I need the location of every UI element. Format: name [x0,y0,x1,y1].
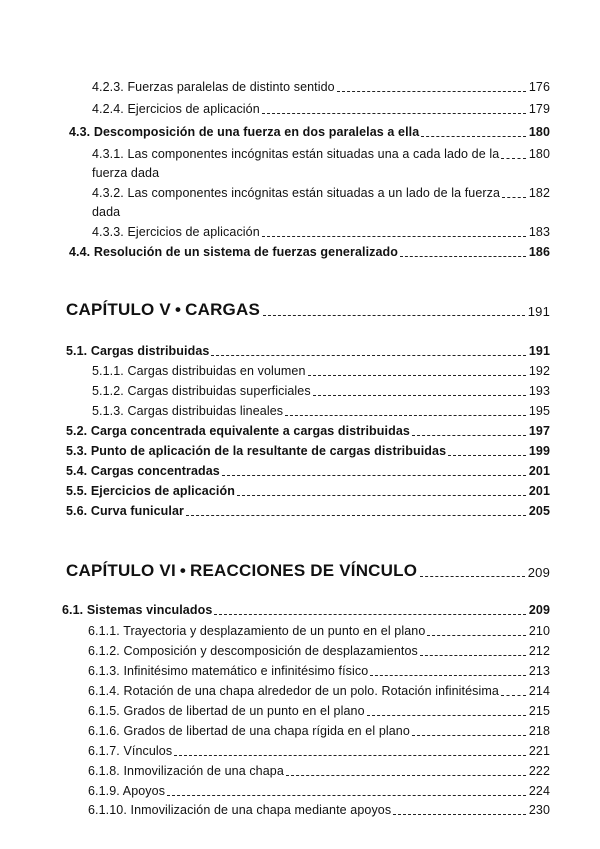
dot-leader [167,795,526,796]
bullet-separator: • [174,300,182,319]
toc-entry-title: 5.2. Carga concentrada equivalente a cargas distribuidas [66,424,410,438]
toc-entry [92,147,550,162]
toc-entry-page: 221 [528,744,550,758]
toc-entry-title: 6.1.10. Inmovilización de una chapa mediante apoyos [88,803,392,817]
toc-entry-page: 195 [528,404,550,418]
toc-entry [88,803,550,818]
toc-entry-title: 4.3.1. Las componentes incógnitas están situadas una a cada lado de la [92,147,500,161]
toc-entry-page: 192 [528,364,550,378]
toc-entry [88,764,550,779]
toc-entry [92,225,550,240]
toc-entry [88,644,550,659]
toc-entry [88,724,550,739]
dot-leader [174,755,526,756]
chapter-label: CAPÍTULO VI [66,561,176,580]
toc-entry-title: 6.1.1. Trayectoria y desplazamiento de un punto en el plano [88,624,426,638]
toc-entry-page: 214 [528,684,550,698]
toc-entry-title: 5.5. Ejercicios de aplicación [66,484,235,498]
toc-entry-title: 5.3. Punto de aplicación de la resultante de cargas distribuidas [66,444,447,458]
toc-entry-title: 6.1.5. Grados de libertad de un punto en el plano [88,704,365,718]
toc-entry [92,364,550,379]
dot-leader [400,256,526,257]
chapter-name: CARGAS [185,300,260,319]
toc-entry-page: 186 [528,245,550,259]
dot-leader [286,775,526,776]
toc-entry [92,404,550,419]
toc-entry-section [62,603,550,618]
toc-entry-page: 215 [528,704,550,718]
toc-entry [88,624,550,639]
toc-entry-title: 6.1.4. Rotación de una chapa alrededor de un polo. Rotación infinitésima [88,684,499,698]
toc-entry-page: 193 [528,384,550,398]
dot-leader [393,814,526,815]
bullet-separator: • [179,561,187,580]
dot-leader [501,158,526,159]
toc-entry-title: 4.2.4. Ejercicios de aplicación [92,102,260,116]
toc-entry-page: 183 [528,225,550,239]
dot-leader [186,515,526,516]
toc-entry-title: 5.1. Cargas distribuidas [66,344,210,358]
toc-entry-section [66,424,550,439]
toc-entry-title: 4.3.2. Las componentes incógnitas están situadas a un lado de la fuerza [92,186,501,200]
toc-entry-page: 201 [528,464,550,478]
toc-entry-title: 4.3. Descomposición de una fuerza en dos paralelas a ella [69,125,420,139]
toc-entry-title-cont: dada [92,205,121,219]
toc-entry-title: 4.3.3. Ejercicios de aplicación [92,225,260,239]
chapter-page: 209 [527,565,550,580]
toc-entry-page: 213 [528,664,550,678]
toc-entry-page: 191 [528,344,550,358]
toc-entry [92,384,550,399]
dot-leader [412,735,526,736]
dot-leader [427,635,526,636]
toc-entry-title: 6.1.6. Grados de libertad de una chapa rígida en el plano [88,724,410,738]
toc-entry [88,784,550,799]
toc-entry-continuation [92,205,550,220]
dot-leader [211,355,526,356]
dot-leader [420,576,525,577]
dot-leader [285,415,526,416]
toc-entry [92,80,550,95]
chapter-heading [66,561,550,581]
chapter-heading [66,300,550,320]
toc-entry-title: 5.1.1. Cargas distribuidas en volumen [92,364,306,378]
toc-entry-page: 209 [528,603,550,617]
chapter-page: 191 [527,304,550,319]
toc-entry-section [66,444,550,459]
toc-entry-section [69,125,550,140]
toc-entry [88,704,550,719]
toc-entry-title: 6.1.3. Infinitésimo matemático e infinitésimo físico [88,664,369,678]
toc-entry [92,102,550,117]
toc-entry-title: 6.1.9. Apoyos [88,784,166,798]
toc-entry [92,186,550,201]
toc-entry-title: 6.1.8. Inmovilización de una chapa [88,764,284,778]
toc-entry-title: 4.2.3. Fuerzas paralelas de distinto sentido [92,80,335,94]
dot-leader [262,236,526,237]
toc-entry-title: 6.1.7. Vínculos [88,744,173,758]
toc-entry-section [69,245,550,260]
toc-entry-title: 5.1.2. Cargas distribuidas superficiales [92,384,311,398]
dot-leader [313,395,526,396]
toc-entry-page: 179 [528,102,550,116]
toc-entry-title-cont: fuerza dada [92,166,160,180]
chapter-name: REACCIONES DE VÍNCULO [190,561,418,580]
toc-entry-page: 205 [528,504,550,518]
toc-entry-page: 182 [528,186,550,200]
dot-leader [501,695,526,696]
toc-entry-page: 180 [528,125,550,139]
toc-entry-continuation [92,166,550,181]
toc-entry [88,684,550,699]
toc-entry-title: 4.4. Resolución de un sistema de fuerzas generalizado [69,245,399,259]
toc-entry-section [66,484,550,499]
toc-entry-page: 224 [528,784,550,798]
dot-leader [412,435,526,436]
dot-leader [337,91,526,92]
toc-entry-title: 6.1.2. Composición y descomposición de desplazamientos [88,644,418,658]
toc-entry-page: 180 [528,147,550,161]
dot-leader [448,455,526,456]
toc-entry-page: 212 [528,644,550,658]
toc-entry-section [66,464,550,479]
dot-leader [237,495,526,496]
toc-entry-page: 222 [528,764,550,778]
toc-entry-section [66,504,550,519]
toc-entry-title: 5.6. Curva funicular [66,504,185,518]
dot-leader [502,197,526,198]
toc-entry-title: 5.4. Cargas concentradas [66,464,220,478]
dot-leader [222,475,526,476]
dot-leader [263,315,525,316]
toc-entry-section [66,344,550,359]
toc-entry-title: 5.1.3. Cargas distribuidas lineales [92,404,284,418]
dot-leader [262,113,526,114]
chapter-label: CAPÍTULO V [66,300,171,319]
toc-entry [88,744,550,759]
toc-entry-page: 230 [528,803,550,817]
toc-entry-page: 218 [528,724,550,738]
toc-entry-page: 197 [528,424,550,438]
dot-leader [420,655,526,656]
toc-entry-page: 199 [528,444,550,458]
toc-entry-page: 176 [528,80,550,94]
dot-leader [370,675,526,676]
toc-entry-page: 210 [528,624,550,638]
dot-leader [421,136,526,137]
dot-leader [308,375,526,376]
toc-entry-title: 6.1. Sistemas vinculados [62,603,213,617]
dot-leader [214,614,526,615]
dot-leader [367,715,526,716]
toc-entry [88,664,550,679]
toc-entry-page: 201 [528,484,550,498]
